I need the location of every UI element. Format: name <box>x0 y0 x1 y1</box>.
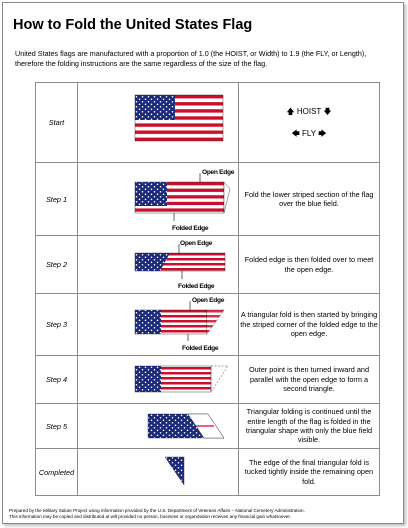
step-3-illustration <box>78 294 238 355</box>
arrow-down-icon: 🡇 <box>323 106 332 116</box>
hoist-direction <box>239 105 379 119</box>
folded-edge-label: Folded Edge <box>182 345 219 352</box>
step-label: Step 3 <box>36 294 78 356</box>
completed-triangle-illustration <box>78 449 238 495</box>
step-label: Completed <box>36 449 78 496</box>
full-flag-illustration <box>78 83 238 162</box>
step-description: Folded edge is then folded over to meet the open edge. <box>239 236 380 294</box>
step-description: A triangular fold is then started by bringing the striped corner of the folded edge to the open edge. <box>239 294 380 356</box>
step-illustration <box>78 163 239 236</box>
intro-text: United States flags are manufactured with a proportion of 1.0 (the HOIST, or Width) to 1.9 (the FLY, or Length), therefore the folding instructions are the same regardless of the size of the flag. <box>15 49 367 68</box>
hoist-fly-legend <box>239 83 380 163</box>
step-description: Triangular folding is continued until the entire length of the flag is folded in the triangular shape with only the blue field visible. <box>239 404 380 449</box>
open-edge-label: Open Edge <box>192 297 225 304</box>
step-row-completed <box>36 449 380 496</box>
page-title: How to Fold the United States Flag <box>13 17 253 33</box>
fold-tip <box>224 182 230 213</box>
step-row <box>36 163 380 236</box>
arrow-left-icon: 🡄 <box>291 128 300 138</box>
step-4-illustration <box>78 356 238 403</box>
folded-edge-label: Folded Edge <box>178 283 215 290</box>
flag-blue-field <box>135 95 175 120</box>
fly-label: FLY <box>302 128 316 138</box>
folding-steps-table <box>35 82 380 496</box>
step-description: Outer point is then turned inward and parallel with the open edge to form a second triangle. <box>239 356 380 404</box>
arrow-up-icon: 🡅 <box>286 106 295 116</box>
open-edge-label: Open Edge <box>202 169 235 176</box>
flag-folding-sheet <box>2 2 404 524</box>
folded-triangle <box>165 457 184 485</box>
step-label: Start <box>36 83 78 163</box>
step-illustration <box>78 449 239 496</box>
step-illustration <box>78 236 239 294</box>
fly-direction <box>239 127 379 141</box>
arrow-right-icon: 🡆 <box>318 128 327 138</box>
step-label: Step 4 <box>36 356 78 404</box>
blue-field <box>135 182 167 206</box>
step-label: Step 5 <box>36 404 78 449</box>
blue-field <box>135 310 161 334</box>
step-illustration <box>78 294 239 356</box>
footer-line: This information may be copied and distributed at will provided no person, business or organization receives any financial gain whatsoever. <box>9 514 291 519</box>
step-description: Fold the lower striped section of the flag over the blue field. <box>239 163 380 236</box>
blue-field <box>135 366 161 392</box>
hoist-label: HOIST <box>296 106 322 116</box>
step-label: Step 2 <box>36 236 78 294</box>
step-1-illustration <box>78 163 238 235</box>
step-5-illustration <box>78 404 238 448</box>
step-row <box>36 404 380 449</box>
step-row <box>36 236 380 294</box>
step-illustration <box>78 404 239 449</box>
step-illustration <box>78 83 239 163</box>
step-description: The edge of the final triangular fold is tucked tightly inside the remaining open fold. <box>239 449 380 496</box>
step-illustration <box>78 356 239 404</box>
step-row <box>36 294 380 356</box>
step-label: Step 1 <box>36 163 78 236</box>
footer-credits <box>9 508 401 520</box>
open-edge-label: Open Edge <box>180 240 213 247</box>
step-2-illustration <box>78 236 238 293</box>
folded-edge-label: Folded Edge <box>172 225 209 232</box>
step-row <box>36 356 380 404</box>
footer-line: Prepared by the Military Salute Project using information provided by the U.S. Department of Veterans Affairs – National Cemetery Administration. <box>9 508 305 513</box>
step-row-start <box>36 83 380 163</box>
second-triangle-outline <box>211 366 228 392</box>
